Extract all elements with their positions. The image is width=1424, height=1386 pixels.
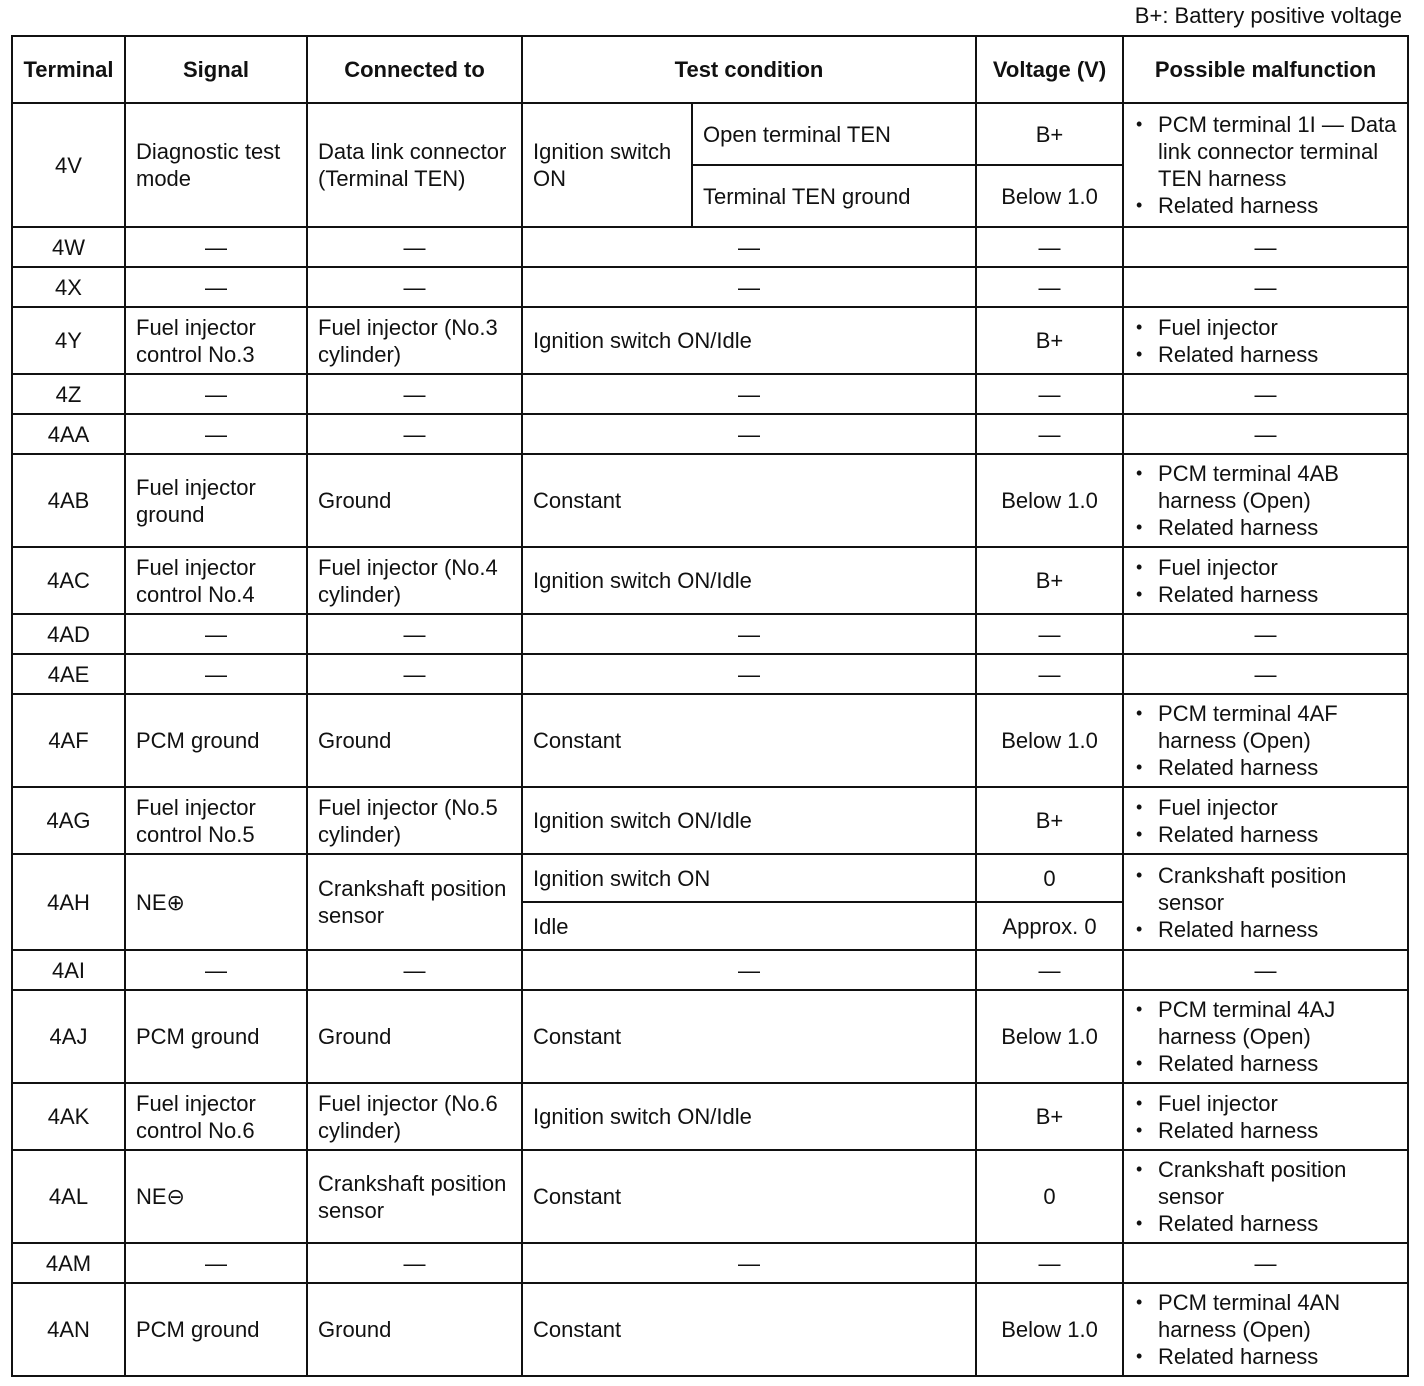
voltage-cell: Below 1.0 (976, 694, 1123, 787)
voltage-cell: Below 1.0 (976, 454, 1123, 547)
signal-cell: Fuel injector control No.4 (125, 547, 307, 614)
terminal-cell: 4AD (12, 614, 125, 654)
terminal-cell: 4AE (12, 654, 125, 694)
condition-cell: Constant (522, 694, 976, 787)
terminal-cell: 4AH (12, 854, 125, 950)
malfunction-cell (1123, 1150, 1408, 1243)
signal-cell: NE⊕ (125, 854, 307, 950)
condition-cell: Ignition switch ON (522, 103, 692, 227)
condition-cell: Constant (522, 454, 976, 547)
table-row (12, 614, 1408, 654)
terminal-cell: 4AM (12, 1243, 125, 1283)
voltage-cell: Approx. 0 (976, 902, 1123, 950)
condition-cell: Constant (522, 1283, 976, 1376)
dash-cell: — (125, 414, 307, 454)
voltage-cell: 0 (976, 854, 1123, 902)
malfunction-item: • PCM terminal 4AB harness (Open) (1134, 460, 1397, 514)
voltage-cell: Below 1.0 (976, 165, 1123, 227)
malfunction-cell (1123, 454, 1408, 547)
sub-condition-cell: Ignition switch ON (522, 854, 976, 902)
malfunction-cell (1123, 990, 1408, 1083)
malfunction-list (1134, 1289, 1397, 1370)
terminal-spec-table (11, 35, 1409, 1377)
header-voltage: Voltage (V) (976, 36, 1123, 103)
dash-cell: — (1123, 1243, 1408, 1283)
table-row (12, 694, 1408, 787)
malfunction-list (1134, 1156, 1397, 1237)
malfunction-cell (1123, 854, 1408, 950)
condition-cell: Constant (522, 1150, 976, 1243)
terminal-cell: 4AI (12, 950, 125, 990)
connected-cell: Ground (307, 454, 522, 547)
dash-cell: — (125, 227, 307, 267)
connected-cell: Fuel injector (No.6 cylinder) (307, 1083, 522, 1150)
voltage-cell: 0 (976, 1150, 1123, 1243)
dash-cell: — (1123, 374, 1408, 414)
table-row (12, 227, 1408, 267)
malfunction-item: • PCM terminal 4AN harness (Open) (1134, 1289, 1397, 1343)
table-row (12, 950, 1408, 990)
dash-cell: — (307, 654, 522, 694)
table-row (12, 307, 1408, 374)
condition-cell: Ignition switch ON/Idle (522, 307, 976, 374)
table-row (12, 103, 1408, 165)
table-row (12, 1283, 1408, 1376)
malfunction-item: • Related harness (1134, 754, 1397, 781)
connected-cell: Ground (307, 694, 522, 787)
malfunction-cell (1123, 547, 1408, 614)
table-row (12, 1243, 1408, 1283)
malfunction-list (1134, 1090, 1397, 1144)
terminal-cell: 4V (12, 103, 125, 227)
table-row (12, 267, 1408, 307)
table-row (12, 654, 1408, 694)
dash-cell: — (1123, 414, 1408, 454)
header-test-condition: Test condition (522, 36, 976, 103)
header-signal: Signal (125, 36, 307, 103)
legend-note: B+: Battery positive voltage (1134, 3, 1402, 28)
dash-cell: — (307, 227, 522, 267)
malfunction-item: • Crankshaft position sensor (1134, 1156, 1397, 1210)
dash-cell: — (307, 267, 522, 307)
table-row (12, 1083, 1408, 1150)
malfunction-item: • Fuel injector (1134, 314, 1397, 341)
terminal-cell: 4AF (12, 694, 125, 787)
dash-cell: — (976, 267, 1123, 307)
signal-cell: Fuel injector ground (125, 454, 307, 547)
malfunction-item: • Crankshaft position sensor (1134, 862, 1397, 916)
table-row (12, 990, 1408, 1083)
table-row (12, 854, 1408, 902)
dash-cell: — (976, 227, 1123, 267)
voltage-cell: B+ (976, 1083, 1123, 1150)
dash-cell: — (522, 267, 976, 307)
malfunction-item: • PCM terminal 4AF harness (Open) (1134, 700, 1397, 754)
malfunction-item: • Related harness (1134, 581, 1397, 608)
signal-cell: Diagnostic test mode (125, 103, 307, 227)
header-connected-to: Connected to (307, 36, 522, 103)
malfunction-cell (1123, 103, 1408, 227)
malfunction-item: • PCM terminal 1I — Data link connector terminal TEN harness (1134, 111, 1397, 192)
connected-cell: Fuel injector (No.5 cylinder) (307, 787, 522, 854)
malfunction-cell (1123, 1083, 1408, 1150)
signal-cell: Fuel injector control No.5 (125, 787, 307, 854)
table-row (12, 547, 1408, 614)
dash-cell: — (976, 1243, 1123, 1283)
terminal-cell: 4Z (12, 374, 125, 414)
dash-cell: — (1123, 950, 1408, 990)
voltage-cell: B+ (976, 787, 1123, 854)
connected-cell: Fuel injector (No.3 cylinder) (307, 307, 522, 374)
dash-cell: — (976, 614, 1123, 654)
voltage-cell: B+ (976, 307, 1123, 374)
malfunction-cell (1123, 1283, 1408, 1376)
malfunction-list (1134, 460, 1397, 541)
sub-condition-cell: Open terminal TEN (692, 103, 976, 165)
dash-cell: — (307, 1243, 522, 1283)
malfunction-cell (1123, 787, 1408, 854)
terminal-cell: 4AL (12, 1150, 125, 1243)
terminal-cell: 4AK (12, 1083, 125, 1150)
voltage-cell: Below 1.0 (976, 1283, 1123, 1376)
malfunction-list (1134, 862, 1397, 943)
malfunction-list (1134, 314, 1397, 368)
malfunction-item: • Fuel injector (1134, 554, 1397, 581)
dash-cell: — (307, 614, 522, 654)
dash-cell: — (1123, 654, 1408, 694)
terminal-cell: 4X (12, 267, 125, 307)
condition-cell: Ignition switch ON/Idle (522, 547, 976, 614)
connected-cell: Fuel injector (No.4 cylinder) (307, 547, 522, 614)
condition-cell: Constant (522, 990, 976, 1083)
signal-cell: Fuel injector control No.3 (125, 307, 307, 374)
table-row (12, 787, 1408, 854)
terminal-cell: 4AB (12, 454, 125, 547)
dash-cell: — (522, 374, 976, 414)
dash-cell: — (307, 950, 522, 990)
malfunction-list (1134, 700, 1397, 781)
connected-cell: Ground (307, 990, 522, 1083)
malfunction-item: • Related harness (1134, 192, 1397, 219)
dash-cell: — (307, 414, 522, 454)
connected-cell: Crankshaft position sensor (307, 1150, 522, 1243)
dash-cell: — (125, 374, 307, 414)
dash-cell: — (125, 654, 307, 694)
dash-cell: — (125, 267, 307, 307)
dash-cell: — (125, 950, 307, 990)
sub-condition-cell: Terminal TEN ground (692, 165, 976, 227)
dash-cell: — (125, 1243, 307, 1283)
dash-cell: — (976, 654, 1123, 694)
terminal-cell: 4AG (12, 787, 125, 854)
dash-cell: — (125, 614, 307, 654)
signal-cell: PCM ground (125, 694, 307, 787)
terminal-cell: 4Y (12, 307, 125, 374)
table-row (12, 454, 1408, 547)
condition-cell: Ignition switch ON/Idle (522, 1083, 976, 1150)
dash-cell: — (1123, 267, 1408, 307)
dash-cell: — (522, 227, 976, 267)
terminal-cell: 4W (12, 227, 125, 267)
signal-cell: PCM ground (125, 1283, 307, 1376)
dash-cell: — (976, 374, 1123, 414)
condition-cell: Ignition switch ON/Idle (522, 787, 976, 854)
dash-cell: — (976, 950, 1123, 990)
signal-cell: Fuel injector control No.6 (125, 1083, 307, 1150)
malfunction-cell (1123, 307, 1408, 374)
dash-cell: — (522, 614, 976, 654)
dash-cell: — (522, 1243, 976, 1283)
signal-cell: PCM ground (125, 990, 307, 1083)
malfunction-item: • Related harness (1134, 1343, 1397, 1370)
dash-cell: — (1123, 614, 1408, 654)
dash-cell: — (522, 950, 976, 990)
malfunction-item: • Fuel injector (1134, 794, 1397, 821)
malfunction-list (1134, 111, 1397, 219)
dash-cell: — (307, 374, 522, 414)
malfunction-list (1134, 554, 1397, 608)
terminal-cell: 4AJ (12, 990, 125, 1083)
dash-cell: — (976, 414, 1123, 454)
malfunction-item: • Related harness (1134, 341, 1397, 368)
header-row (12, 36, 1408, 103)
sub-condition-cell: Idle (522, 902, 976, 950)
dash-cell: — (1123, 227, 1408, 267)
malfunction-cell (1123, 694, 1408, 787)
dash-cell: — (522, 654, 976, 694)
table-row (12, 374, 1408, 414)
connected-cell: Crankshaft position sensor (307, 854, 522, 950)
terminal-cell: 4AC (12, 547, 125, 614)
terminal-cell: 4AA (12, 414, 125, 454)
dash-cell: — (522, 414, 976, 454)
voltage-cell: B+ (976, 103, 1123, 165)
header-malfunction: Possible malfunction (1123, 36, 1408, 103)
header-terminal: Terminal (12, 36, 125, 103)
signal-cell: NE⊖ (125, 1150, 307, 1243)
malfunction-item: • PCM terminal 4AJ harness (Open) (1134, 996, 1397, 1050)
malfunction-list (1134, 794, 1397, 848)
voltage-cell: Below 1.0 (976, 990, 1123, 1083)
table-row (12, 1150, 1408, 1243)
malfunction-item: • Related harness (1134, 1117, 1397, 1144)
voltage-cell: B+ (976, 547, 1123, 614)
malfunction-list (1134, 996, 1397, 1077)
connected-cell: Ground (307, 1283, 522, 1376)
malfunction-item: • Related harness (1134, 514, 1397, 541)
connected-cell: Data link connector (Terminal TEN) (307, 103, 522, 227)
malfunction-item: • Related harness (1134, 821, 1397, 848)
malfunction-item: • Related harness (1134, 1050, 1397, 1077)
malfunction-item: • Fuel injector (1134, 1090, 1397, 1117)
terminal-cell: 4AN (12, 1283, 125, 1376)
malfunction-item: • Related harness (1134, 916, 1397, 943)
malfunction-item: • Related harness (1134, 1210, 1397, 1237)
table-row (12, 414, 1408, 454)
